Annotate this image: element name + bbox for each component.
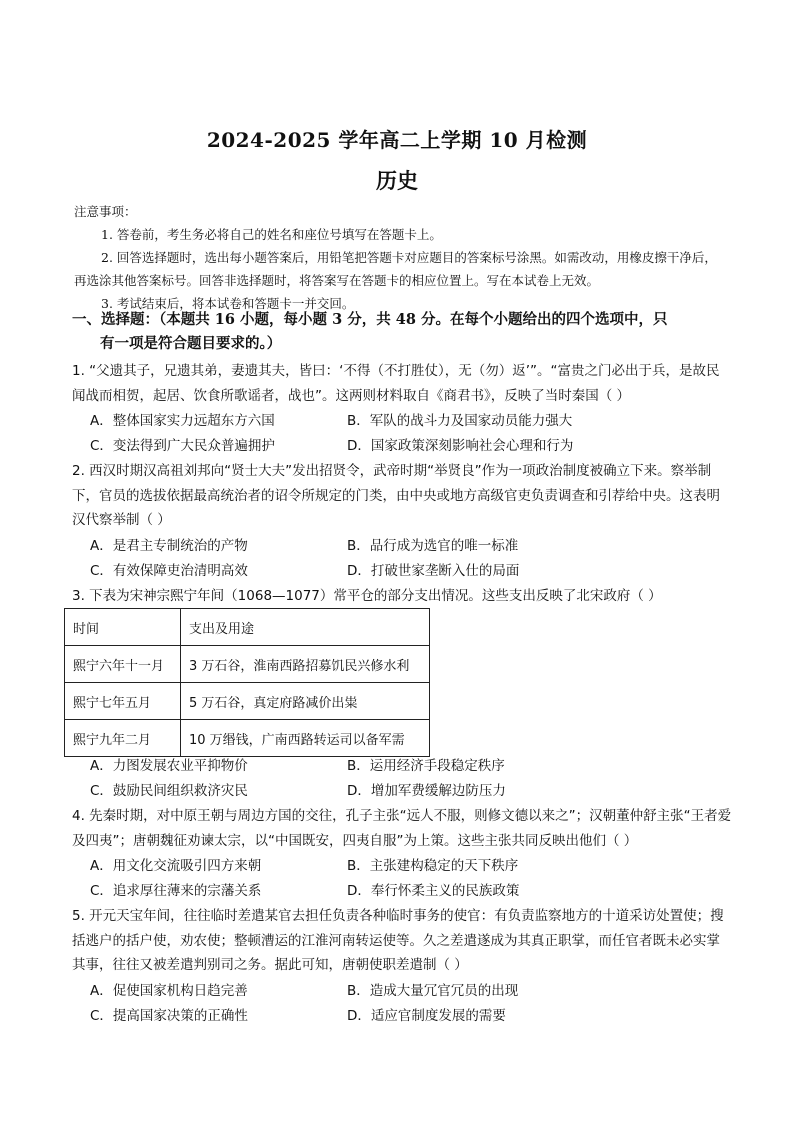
option-b: B．军队的战斗力及国家动员能力强大 — [347, 413, 573, 429]
option-a: A．用文化交流吸引四方来朝 — [90, 858, 262, 874]
question-stem-4: 4. 先秦时期，对中原王朝与周边方国的交往，孔子主张“远人不服，则修文德以来之”；汉朝董仲舒主张“王者爱及四夷”；唐朝魏征劝谏太宗，以“中国既安，四夷自服”为上策。这些主张共同反映出他们（ ） — [72, 808, 732, 849]
option-d: D．打破世家垄断入仕的局面 — [347, 563, 520, 579]
question-stem-2: 2. 西汉时期汉高祖刘邦向“贤士大夫”发出招贤令，武帝时期“举贤良”作为一项政治制度被确立下来。察举制下，官员的选拔依据最高统治者的诏令所规定的门类，由中央或地方高级官吏负责调查和引荐给中央。这表明汉代察举制（ ） — [72, 463, 720, 528]
table-row — [65, 646, 430, 683]
option-a: A．力图发展农业平抑物价 — [90, 758, 248, 774]
expenditure-table — [64, 608, 430, 757]
option-c: C．提高国家决策的正确性 — [90, 1008, 248, 1024]
option-d: D．适应官制度发展的需要 — [347, 1008, 506, 1024]
option-b: B．造成大量冗官冗员的出现 — [347, 983, 519, 999]
notes-block — [74, 200, 724, 315]
table-header-row — [65, 609, 430, 646]
table-row — [65, 683, 430, 720]
exam-title: 2024-2025 学年高二上学期 10 月检测 — [206, 128, 588, 152]
option-b: B．品行成为选官的唯一标准 — [347, 538, 519, 554]
question-options-1 — [90, 409, 730, 459]
option-c: C．变法得到广大民众普遍拥护 — [90, 438, 275, 454]
table-row — [65, 720, 430, 757]
question-options-2 — [90, 534, 730, 584]
question-stem-5: 5. 开元天宝年间，往往临时差遣某官去担任负责各种临时事务的使官：有负责监察地方的十道采访处置使；搜括逃户的括户使，劝农使；整顿漕运的江淮河南转运使等。久之差遣遂成为其真正职掌，而任官者既未必实掌其事，往往又被差遣判别司之务。据此可知，唐朝使职差遣制（ ） — [72, 908, 724, 973]
option-d: D．奉行怀柔主义的民族政策 — [347, 883, 520, 899]
table-cell: 熙宁九年二月 — [65, 720, 181, 757]
option-c: C．追求厚往薄来的宗藩关系 — [90, 883, 262, 899]
option-d: D．国家政策深刻影响社会心理和行为 — [347, 438, 574, 454]
notes-heading: 注意事项： — [74, 204, 137, 219]
section-heading-line2: 有一项是符合题目要求的。） — [100, 335, 282, 352]
option-b: B．运用经济手段稳定秩序 — [347, 758, 505, 774]
option-a: A．促使国家机构日趋完善 — [90, 983, 248, 999]
option-d: D．增加军费缓解边防压力 — [347, 783, 506, 799]
question-options-3 — [90, 754, 730, 804]
table-cell: 熙宁七年五月 — [65, 683, 181, 720]
table-cell: 熙宁六年十一月 — [65, 646, 181, 683]
option-a: A．整体国家实力远超东方六国 — [90, 413, 275, 429]
option-a: A．是君主专制统治的产物 — [90, 538, 248, 554]
option-c: C．有效保障吏治清明高效 — [90, 563, 248, 579]
section-heading-line1: 一、选择题：（本题共 16 小题，每小题 3 分，共 48 分。在每个小题给出的四个选项中，只 — [72, 311, 668, 328]
subject-title: 历史 — [376, 168, 418, 193]
note-item: 2. 回答选择题时，选出每小题答案后，用铅笔把答题卡对应题目的答案标号涂黑。如需改动，用橡皮擦干净后，再选涂其他答案标号。回答非选择题时，将答案写在答题卡的相应位置上。写在本试卷上无效。 — [74, 250, 717, 288]
note-item: 1. 答卷前，考生务必将自己的姓名和座位号填写在答题卡上。 — [101, 227, 442, 242]
option-c: C．鼓励民间组织救济灾民 — [90, 783, 248, 799]
table-header-cell: 支出及用途 — [181, 609, 430, 646]
table-header-cell: 时间 — [65, 609, 181, 646]
table-cell: 3 万石谷，淮南西路招募饥民兴修水利 — [181, 646, 430, 683]
question-stem-3: 3. 下表为宋神宗熙宁年间（1068—1077）常平仓的部分支出情况。这些支出反映了北宋政府（ ） — [72, 588, 662, 604]
question-options-4 — [90, 854, 730, 904]
section-heading — [72, 308, 732, 356]
note-item: 3. 考试结束后，将本试卷和答题卡一并交回。 — [101, 296, 355, 311]
table-cell: 5 万石谷，真定府路减价出粜 — [181, 683, 430, 720]
question-options-5 — [90, 979, 730, 1029]
question-stem-1: 1. “父遗其子，兄遗其弟，妻遗其夫，皆曰：‘不得（不打胜仗），无（勿）返’”。“富贵之门必出于兵，是故民闻战而相贺，起居、饮食所歌谣者，战也”。这两则材料取自《商君书》，反映了当时秦国（ ） — [72, 363, 720, 404]
option-b: B．主张建构稳定的天下秩序 — [347, 858, 519, 874]
table-cell: 10 万缗钱，广南西路转运司以备军需 — [181, 720, 430, 757]
